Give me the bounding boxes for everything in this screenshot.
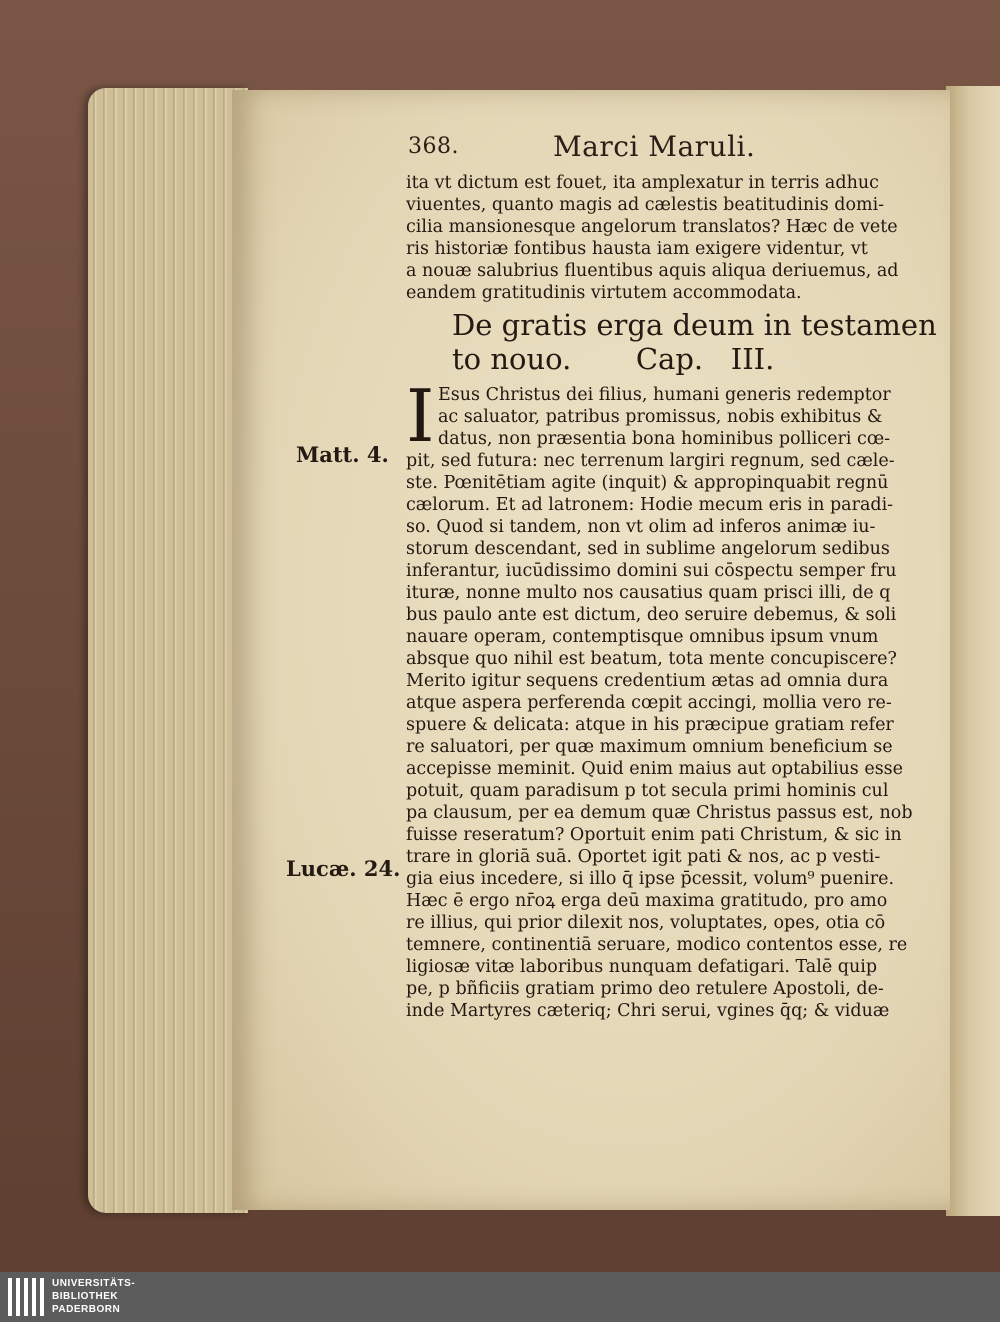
marginal-note-luke: Lucæ. 24. bbox=[286, 856, 401, 881]
text-line: temnere, continentiā seruare, modico contentos esse, re bbox=[406, 935, 908, 955]
running-title: Marci Maruli. bbox=[553, 130, 756, 163]
text-line: pa clausum, per ea demum quæ Christus passus est, nob bbox=[406, 803, 913, 823]
text-line: ris historiæ fontibus hausta iam exigere videntur, vt bbox=[406, 239, 868, 259]
text-line: a nouæ salubrius fluentibus aquis aliqua deriuemus, ad bbox=[406, 261, 899, 281]
page-edges bbox=[88, 88, 248, 1213]
text-line: re saluatori, per quæ maximum omnium beneficium se bbox=[406, 737, 893, 757]
library-name bbox=[52, 1277, 135, 1316]
text-line: Merito igitur sequens credentium ætas ad omnia dura bbox=[406, 671, 889, 691]
facing-page-edge bbox=[946, 86, 1000, 1216]
text-line: Esus Christus dei filius, humani generis redemptor bbox=[438, 385, 891, 405]
text-line: cilia mansionesque angelorum translatos? Hæc de vete bbox=[406, 217, 898, 237]
text-line: atque aspera perferenda cœpit accingi, mollia vero re- bbox=[406, 693, 892, 713]
text-line: accepisse meminit. Quid enim maius aut optabilius esse bbox=[406, 759, 904, 779]
running-head bbox=[408, 130, 808, 162]
text-line: fuisse reseratum? Oportuit enim pati Christum, & sic in bbox=[406, 825, 902, 845]
text-line: storum descendant, sed in sublime angelorum sedibus bbox=[406, 539, 890, 559]
text-line: ita vt dictum est fouet, ita amplexatur in terris adhuc bbox=[406, 173, 879, 193]
page-number: 368. bbox=[408, 134, 459, 159]
text-line: inde Martyres cæteriq; Chri serui, vgines q̄q; & viduæ bbox=[406, 1001, 890, 1021]
text-line: inferantur, iucūdissimo domini sui cōspectu semper fru bbox=[406, 561, 897, 581]
library-footer bbox=[0, 1272, 1000, 1322]
text-line: pe, p bñficiis gratiam primo deo retulere Apostoli, de- bbox=[406, 979, 884, 999]
text-line: gia eius incedere, si illo q̄ ipse p̄cessit, volum⁹ puenire. bbox=[406, 869, 895, 889]
library-name-line: UNIVERSITÄTS- bbox=[52, 1278, 136, 1289]
text-line: ituræ, nonne multo nos causatius quam prisci illi, de q bbox=[406, 583, 891, 603]
text-line: re illius, qui prior dilexit nos, voluptates, opes, otia cō bbox=[406, 913, 886, 933]
text-line: spuere & delicata: atque in his præcipue gratiam refer bbox=[406, 715, 894, 735]
library-name-line: BIBLIOTHEK bbox=[52, 1291, 119, 1302]
text-line: cælorum. Et ad latronem: Hodie mecum eris in paradi- bbox=[406, 495, 894, 515]
library-logo-icon bbox=[8, 1278, 44, 1316]
text-line: ste. Pœnitētiam agite (inquit) & appropinquabit regnū bbox=[406, 473, 889, 493]
marginal-note-matthew: Matt. 4. bbox=[296, 442, 389, 467]
text-line: datus, non præsentia bona hominibus polliceri cœ- bbox=[438, 429, 891, 449]
chapter-heading-line-1: De gratis erga deum in testamen bbox=[452, 308, 937, 342]
text-line: ligiosæ vitæ laboribus nunquam defatigari. Talē quip bbox=[406, 957, 878, 977]
text-line: so. Quod si tandem, non vt olim ad inferos animæ iu- bbox=[406, 517, 876, 537]
text-line: ac saluator, patribus promissus, nobis exhibitus & bbox=[438, 407, 883, 427]
text-line: pit, sed futura: nec terrenum largiri regnum, sed cæle- bbox=[406, 451, 895, 471]
text-line: eandem gratitudinis virtutem accommodata. bbox=[406, 283, 802, 303]
text-line: potuit, quam paradisum p tot secula primi hominis cul bbox=[406, 781, 889, 801]
text-line: bus paulo ante est dictum, deo seruire debemus, & soli bbox=[406, 605, 897, 625]
drop-cap: I bbox=[406, 374, 435, 458]
text-line: trare in gloriā suā. Oportet igit pati & nos, ac p vesti- bbox=[406, 847, 881, 867]
library-name-line: PADERBORN bbox=[52, 1304, 121, 1315]
chapter-heading-line-2: to nouo. Cap. III. bbox=[452, 342, 775, 376]
text-line: nauare operam, contemptisque omnibus ipsum vnum bbox=[406, 627, 879, 647]
text-line: viuentes, quanto magis ad cælestis beatitudinis domi- bbox=[406, 195, 885, 215]
text-line: Hæc ē ergo nr̄oꝝ erga deū maxima gratitudo, pro amo bbox=[406, 891, 888, 911]
text-line: absque quo nihil est beatum, tota mente concupiscere? bbox=[406, 649, 897, 669]
